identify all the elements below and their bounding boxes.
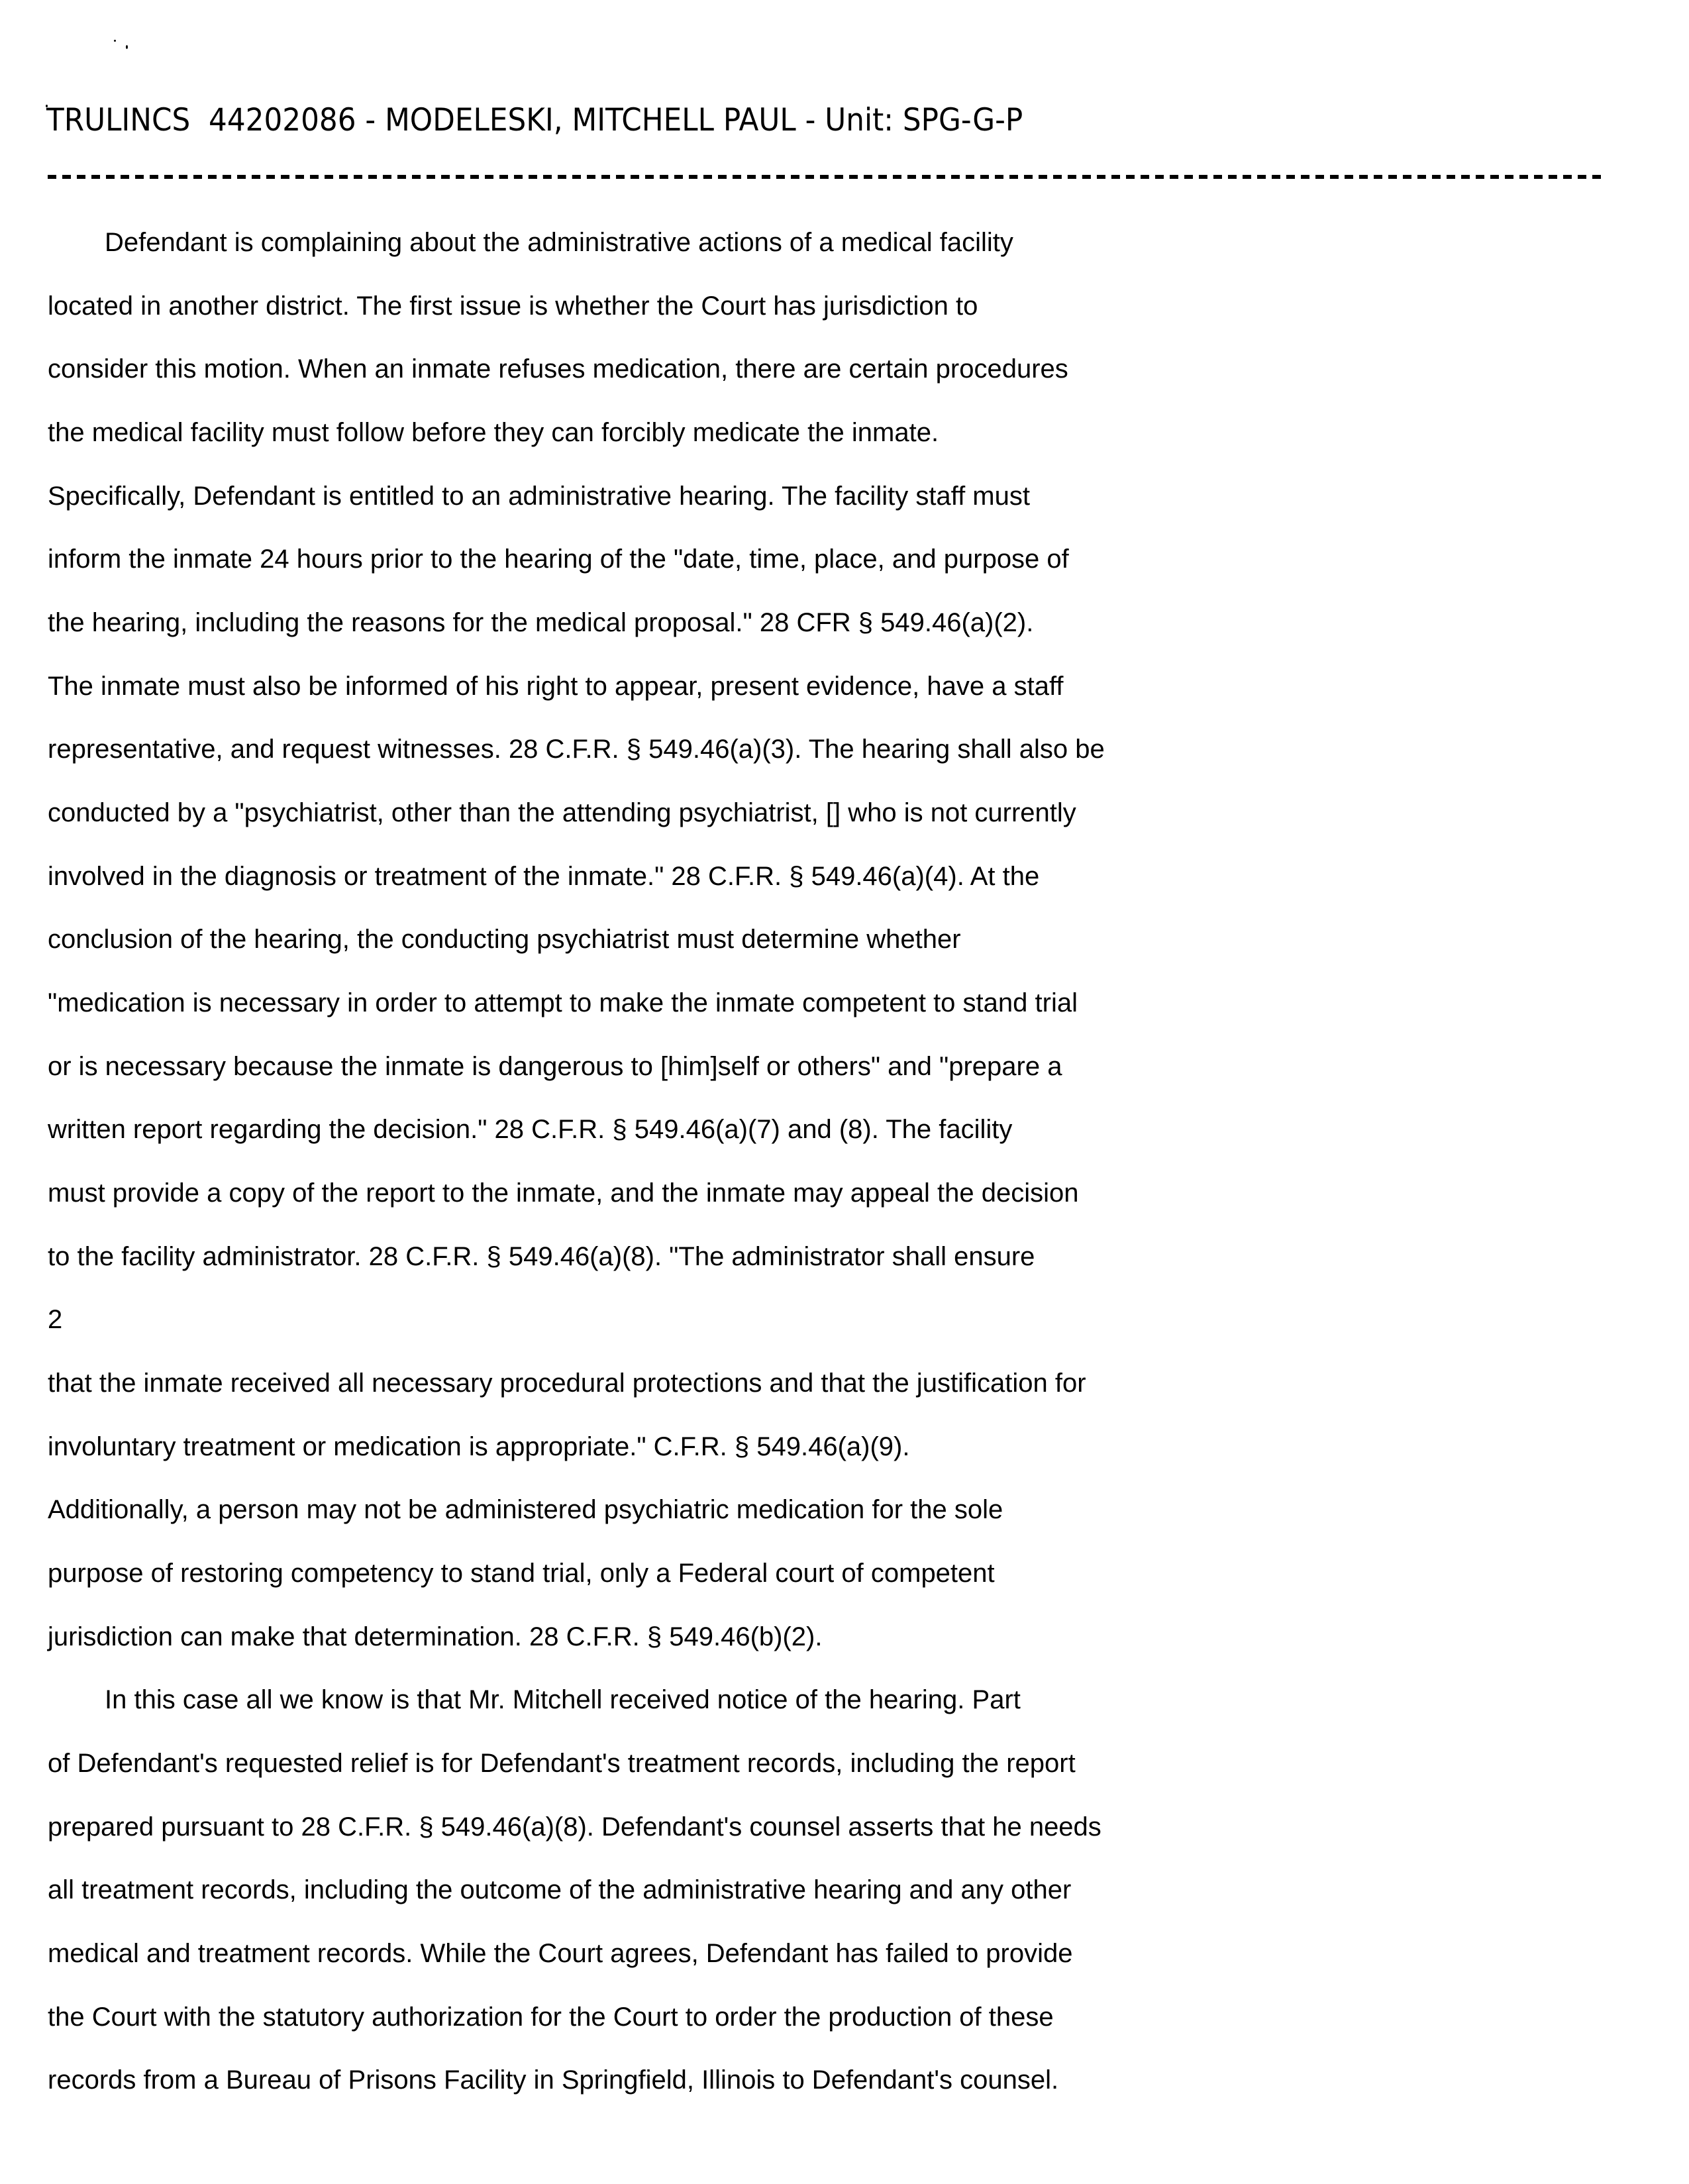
body-line: the Court with the statutory authorization for the Court to order the production of these	[48, 2002, 1054, 2032]
scan-speck	[126, 45, 128, 49]
body-line: medical and treatment records. While the Court agrees, Defendant has failed to provide	[48, 1939, 1073, 1968]
dashed-divider	[48, 175, 1603, 179]
body-line: or is necessary because the inmate is dangerous to [him]self or others" and "prepare a	[48, 1052, 1062, 1081]
body-line: prepared pursuant to 28 C.F.R. § 549.46(a)(8). Defendant's counsel asserts that he needs	[48, 1812, 1101, 1842]
body-line: "medication is necessary in order to attempt to make the inmate competent to stand trial	[48, 988, 1078, 1017]
body-line: involuntary treatment or medication is appropriate." C.F.R. § 549.46(a)(9).	[48, 1432, 910, 1461]
body-line: conclusion of the hearing, the conducting psychiatrist must determine whether	[48, 925, 961, 954]
body-line: records from a Bureau of Prisons Facility in Springfield, Illinois to Defendant's counsel.	[48, 2065, 1059, 2095]
body-line: located in another district. The first issue is whether the Court has jurisdiction to	[48, 291, 978, 321]
body-line: involved in the diagnosis or treatment of the inmate." 28 C.F.R. § 549.46(a)(4). At the	[48, 862, 1040, 891]
body-line: In this case all we know is that Mr. Mitchell received notice of the hearing. Part	[105, 1685, 1021, 1714]
body-line: inform the inmate 24 hours prior to the hearing of the "date, time, place, and purpose of	[48, 545, 1069, 574]
body-line: Defendant is complaining about the administrative actions of a medical facility	[105, 228, 1013, 257]
body-line: must provide a copy of the report to the inmate, and the inmate may appeal the decision	[48, 1178, 1079, 1208]
body-line: the medical facility must follow before they can forcibly medicate the inmate.	[48, 418, 939, 447]
body-line: all treatment records, including the outcome of the administrative hearing and any other	[48, 1875, 1072, 1904]
body-line: to the facility administrator. 28 C.F.R. § 549.46(a)(8). "The administrator shall ensure	[48, 1242, 1035, 1271]
body-line: jurisdiction can make that determination. 28 C.F.R. § 549.46(b)(2).	[48, 1622, 823, 1651]
trulincs-header: TRULINCS 44202086 - MODELESKI, MITCHELL PAUL - Unit: SPG-G-P	[46, 102, 1023, 138]
body-line: the hearing, including the reasons for the medical proposal." 28 CFR § 549.46(a)(2).	[48, 608, 1034, 637]
scan-speck	[114, 40, 116, 42]
page-number: 2	[48, 1305, 63, 1334]
body-line: conducted by a "psychiatrist, other than the attending psychiatrist, [] who is not currently	[48, 798, 1076, 827]
body-line: consider this motion. When an inmate refuses medication, there are certain procedures	[48, 354, 1068, 384]
body-line: Additionally, a person may not be administered psychiatric medication for the sole	[48, 1495, 1003, 1524]
body-line: written report regarding the decision." 28 C.F.R. § 549.46(a)(7) and (8). The facility	[48, 1115, 1013, 1144]
body-line: The inmate must also be informed of his right to appear, present evidence, have a staff	[48, 672, 1064, 701]
body-line: that the inmate received all necessary procedural protections and that the justification for	[48, 1369, 1086, 1398]
body-line: of Defendant's requested relief is for Defendant's treatment records, including the report	[48, 1749, 1076, 1778]
body-line: Specifically, Defendant is entitled to an administrative hearing. The facility staff must	[48, 482, 1030, 511]
body-line: purpose of restoring competency to stand trial, only a Federal court of competent	[48, 1559, 995, 1588]
body-line: representative, and request witnesses. 28 C.F.R. § 549.46(a)(3). The hearing shall also be	[48, 735, 1105, 764]
